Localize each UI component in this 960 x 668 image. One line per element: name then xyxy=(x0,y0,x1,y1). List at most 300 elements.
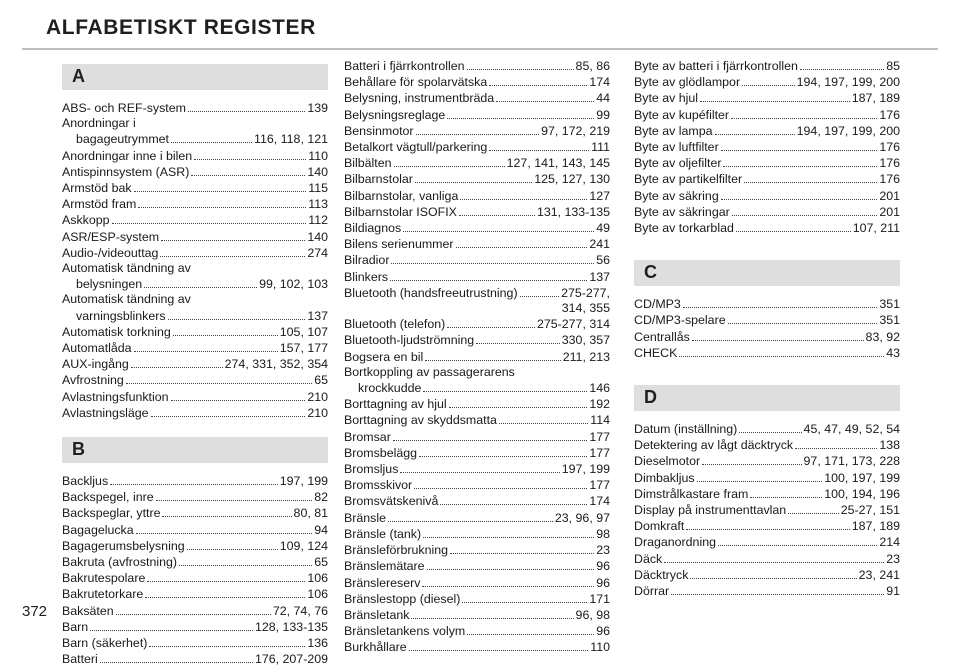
index-entry xyxy=(62,473,328,489)
index-entry xyxy=(344,285,610,301)
index-entry-pages: 96 xyxy=(596,575,610,590)
index-entry xyxy=(344,575,610,591)
index-entry xyxy=(634,551,900,567)
index-entry-term: Display på instrumenttavlan xyxy=(634,503,787,518)
index-entry-term: CHECK xyxy=(634,345,678,360)
index-entry xyxy=(62,635,328,651)
index-entry-pages: 106 xyxy=(307,587,328,602)
dot-leader xyxy=(731,107,877,119)
index-entry-term: Byte av glödlampor xyxy=(634,75,741,90)
index-entry xyxy=(62,522,328,538)
index-entry-pages: 330, 357 xyxy=(561,333,610,348)
dot-leader xyxy=(411,607,573,619)
dot-leader xyxy=(161,229,305,241)
index-entry xyxy=(62,245,328,261)
index-entry-pages: 85 xyxy=(886,59,900,73)
index-entry xyxy=(634,155,900,171)
index-entry xyxy=(62,505,328,521)
index-entry-pages: 106 xyxy=(307,571,328,586)
index-entry-term: Draganordning xyxy=(634,535,716,550)
index-entry xyxy=(62,164,328,180)
index-entry xyxy=(62,356,328,372)
index-entry-term: Bluetooth (handsfreeutrustning) xyxy=(344,285,518,300)
index-entry-pages: 140 xyxy=(307,229,328,244)
index-entry-pages: 146 xyxy=(589,381,610,396)
index-entry-pages: 125, 127, 130 xyxy=(534,172,610,187)
title-divider xyxy=(22,48,938,50)
index-entry-term: Bilbarnstolar, vanliga xyxy=(344,188,459,203)
index-entry-pages: 83, 92 xyxy=(865,329,900,344)
index-entry-pages: 174 xyxy=(589,75,610,90)
index-entry xyxy=(62,586,328,602)
index-entry-pages: 176 xyxy=(879,140,900,155)
dot-leader xyxy=(156,489,313,501)
index-entry xyxy=(344,591,610,607)
dot-leader xyxy=(409,639,589,651)
index-entry-term: Borttagning av skyddsmatta xyxy=(344,413,497,428)
dot-leader xyxy=(110,473,278,485)
index-entry-pages: 211, 213 xyxy=(562,349,610,364)
index-entry-pages: 23, 96, 97 xyxy=(554,510,610,525)
dot-leader xyxy=(391,252,594,264)
index-entry xyxy=(344,90,610,106)
index-entry-term: Bagagelucka xyxy=(62,522,134,537)
index-entry-term: Bränsle xyxy=(344,510,387,525)
index-entry-pages: 201 xyxy=(879,204,900,219)
dot-leader xyxy=(447,316,535,328)
index-entry-term: Byte av torkarblad xyxy=(634,221,734,236)
index-entry-term: Bränslemätare xyxy=(344,559,425,574)
dot-leader xyxy=(718,534,877,546)
index-entry xyxy=(62,100,328,116)
index-entry-term: Belysning, instrumentbräda xyxy=(344,91,495,106)
index-entry xyxy=(344,252,610,268)
index-entry-pages: 96, 98 xyxy=(575,607,610,622)
index-entry-term: Avlastningsläge xyxy=(62,405,149,420)
index-entry xyxy=(344,171,610,187)
letter-heading-b: B xyxy=(62,437,328,463)
index-entry-pages: 137 xyxy=(589,269,610,284)
dot-leader xyxy=(800,58,884,70)
index-entry xyxy=(344,236,610,252)
letter-heading-a: A xyxy=(62,64,328,90)
index-entry-term: Bilbarnstolar xyxy=(344,172,413,187)
dot-leader xyxy=(116,603,271,615)
letter-heading-d: D xyxy=(634,385,900,411)
index-entry-term: Bromsbelägg xyxy=(344,445,418,460)
dot-leader xyxy=(467,58,574,70)
index-entry-term: CD/MP3-spelare xyxy=(634,313,726,328)
index-entry xyxy=(344,412,610,428)
index-entry xyxy=(62,308,328,324)
dot-leader xyxy=(496,90,594,102)
index-entry-term: Armstöd fram xyxy=(62,197,137,212)
index-entry-term: Dörrar xyxy=(634,584,670,599)
index-entry xyxy=(344,332,610,348)
index-entry-term: Bildiagnos xyxy=(344,221,402,236)
index-entry xyxy=(344,526,610,542)
index-entry-term: belysningen xyxy=(76,277,143,292)
index-entry-term: Byte av oljefilter xyxy=(634,156,722,171)
dot-leader xyxy=(460,188,587,200)
index-entry xyxy=(62,131,328,147)
index-entry-pages: 192 xyxy=(589,397,610,412)
index-entry xyxy=(344,461,610,477)
index-entry xyxy=(344,493,610,509)
index-entry xyxy=(634,220,900,236)
dot-leader xyxy=(390,269,587,281)
dot-leader xyxy=(134,180,307,192)
dot-leader xyxy=(447,107,594,119)
dot-leader xyxy=(750,486,822,498)
index-entry xyxy=(62,324,328,340)
entries-b xyxy=(62,473,328,667)
index-entry-pages: 157, 177 xyxy=(279,341,328,356)
dot-leader xyxy=(191,164,305,176)
index-entry xyxy=(634,421,900,437)
dot-leader xyxy=(131,356,223,368)
index-entry xyxy=(344,269,610,285)
index-entry-pages: 127, 141, 143, 145 xyxy=(506,156,610,171)
index-entry xyxy=(344,220,610,236)
index-entry xyxy=(62,389,328,405)
dot-leader xyxy=(700,90,850,102)
dot-leader xyxy=(400,461,559,473)
index-entry xyxy=(344,639,610,655)
index-entry-term: Avlastningsfunktion xyxy=(62,389,169,404)
dot-leader xyxy=(144,276,257,288)
index-entry xyxy=(634,58,900,74)
index-entry-term: Bränsletankens volym xyxy=(344,624,466,639)
page-number: 372 xyxy=(22,603,48,620)
index-entry xyxy=(344,58,610,74)
index-entry-term: Batteri i fjärrkontrollen xyxy=(344,59,465,73)
dot-leader xyxy=(171,389,306,401)
dot-leader xyxy=(723,155,877,167)
index-entry-term: Bluetooth (telefon) xyxy=(344,317,446,332)
index-entry-pages: 96 xyxy=(596,624,610,639)
index-entry-term: Bromsar xyxy=(344,429,391,444)
index-entry-pages: 85, 86 xyxy=(575,59,610,73)
index-entry xyxy=(634,453,900,469)
index-entry-pages: 97, 172, 219 xyxy=(541,123,610,138)
index-entry-pages: 210 xyxy=(307,389,328,404)
index-entry-pages: 99 xyxy=(596,107,610,122)
dot-leader xyxy=(742,74,795,86)
index-entry-pages: 176 xyxy=(879,107,900,122)
index-entry-term: Detektering av lågt däcktryck xyxy=(634,438,794,453)
dot-leader xyxy=(423,526,594,538)
dot-leader xyxy=(416,123,540,135)
dot-leader xyxy=(422,575,594,587)
index-entry-pages: 105, 107 xyxy=(279,324,328,339)
index-entry-pages: 43 xyxy=(886,345,900,360)
index-entry-pages: 49 xyxy=(596,221,610,236)
dot-leader xyxy=(394,155,505,167)
dot-leader xyxy=(425,349,560,361)
index-entry-term: Datum (inställning) xyxy=(634,422,738,437)
index-entry-pages: 274, 331, 352, 354 xyxy=(224,357,328,372)
index-entry-term: Bagagerumsbelysning xyxy=(62,538,185,553)
index-entry-term: Backspegel, inre xyxy=(62,490,154,505)
dot-leader xyxy=(702,453,801,465)
index-entry xyxy=(634,171,900,187)
entries-b-byte xyxy=(634,58,900,236)
index-entry-term: Bilradior xyxy=(344,253,390,268)
index-entry-pages: 23 xyxy=(886,551,900,566)
dot-leader xyxy=(440,493,587,505)
index-entry xyxy=(344,123,610,139)
index-entry-term: Bilbarnstolar ISOFIX xyxy=(344,204,457,219)
index-entry-pages: 275-277, 314 xyxy=(536,317,610,332)
index-entry xyxy=(62,619,328,635)
index-entry-pages: 187, 189 xyxy=(851,91,900,106)
index-entry xyxy=(62,212,328,228)
index-entry xyxy=(62,570,328,586)
index-entry xyxy=(634,534,900,550)
index-entry xyxy=(344,607,610,623)
index-entry-term: Bogsera en bil xyxy=(344,349,424,364)
index-entry-pages: 100, 197, 199 xyxy=(824,470,900,485)
index-entry-pages: 23, 241 xyxy=(858,567,900,582)
dot-leader xyxy=(90,619,253,631)
index-entry-term: Dimstrålkastare fram xyxy=(634,486,749,501)
index-entry-heading: Automatisk tändning av xyxy=(62,292,191,307)
index-entry-pages: 136 xyxy=(307,636,328,651)
index-entry xyxy=(634,583,900,599)
index-entry-pages: 25-27, 151 xyxy=(840,503,900,518)
index-entry-term: bagageutrymmet xyxy=(76,132,169,147)
index-entry-pages: 140 xyxy=(307,164,328,179)
index-entry-pages: 139 xyxy=(307,101,328,115)
index-entry-term: Barn (säkerhet) xyxy=(62,636,148,651)
index-entry xyxy=(634,123,900,139)
index-entry-pages: 44 xyxy=(596,91,610,106)
index-entry xyxy=(634,74,900,90)
index-entry-term: Automatisk torkning xyxy=(62,324,171,339)
index-entry xyxy=(344,74,610,90)
dot-leader xyxy=(489,139,589,151)
index-entry-term: CD/MP3 xyxy=(634,297,681,312)
index-entry-pages: 65 xyxy=(314,555,328,570)
index-entry xyxy=(62,554,328,570)
index-entry-pages: 177 xyxy=(589,445,610,460)
index-entry-term: Bensinmotor xyxy=(344,123,414,138)
dot-leader xyxy=(415,171,532,183)
index-entry-term: Barn xyxy=(62,619,89,634)
index-entry-pages: 56 xyxy=(596,253,610,268)
dot-leader xyxy=(138,196,306,208)
index-entry xyxy=(634,518,900,534)
index-entry-term: Byte av partikelfilter xyxy=(634,172,743,187)
index-entry-term: Bromsljus xyxy=(344,462,399,477)
index-entry-pages: 45, 47, 49, 52, 54 xyxy=(803,422,900,437)
index-entry xyxy=(62,276,328,292)
index-entry xyxy=(634,486,900,502)
index-entry-term: Bromsskivor xyxy=(344,478,413,493)
index-entry-term: Audio-/videouttag xyxy=(62,245,159,260)
dot-leader xyxy=(664,551,884,563)
index-entry-pages: 111 xyxy=(591,140,610,155)
dot-leader xyxy=(520,285,560,297)
index-entry xyxy=(634,296,900,312)
index-entry-term: Byte av lampa xyxy=(634,123,713,138)
index-entry-term: Bakruta (avfrostning) xyxy=(62,555,178,570)
index-entry-pages: 194, 197, 199, 200 xyxy=(796,75,900,90)
index-entry-pages: 65 xyxy=(314,373,328,388)
index-entry-pages-continued: 314, 355 xyxy=(561,301,610,316)
dot-leader xyxy=(690,567,856,579)
dot-leader xyxy=(149,635,305,647)
dot-leader xyxy=(721,139,878,151)
index-column-2 xyxy=(344,58,610,656)
index-entry-pages: 99, 102, 103 xyxy=(259,277,328,292)
index-entry-pages: 110 xyxy=(590,640,610,655)
dot-leader xyxy=(414,477,587,489)
index-column-1 xyxy=(62,58,328,668)
dot-leader xyxy=(423,380,587,392)
index-entry-term: Blinkers xyxy=(344,269,389,284)
index-entry-pages: 275-277, xyxy=(561,285,610,300)
index-entry-term: Behållare för spolarvätska xyxy=(344,75,488,90)
index-entry-term: Bilbälten xyxy=(344,156,392,171)
index-entry xyxy=(62,148,328,164)
dot-leader xyxy=(188,100,305,112)
index-column-3 xyxy=(634,58,900,599)
dot-leader xyxy=(162,505,291,517)
index-entry xyxy=(634,139,900,155)
dot-leader xyxy=(147,570,305,582)
index-entry-term: Bränsle (tank) xyxy=(344,526,422,541)
index-entry xyxy=(634,470,900,486)
index-entry xyxy=(634,188,900,204)
index-entry-term: Bränslereserv xyxy=(344,575,421,590)
index-entry-pages: 138 xyxy=(879,438,900,453)
index-entry-heading: Bortkoppling av passagerarens xyxy=(344,364,515,379)
index-entry-pages: 116, 118, 121 xyxy=(254,132,328,147)
index-entry-term: Byte av säkringar xyxy=(634,204,730,219)
index-entry-term: Domkraft xyxy=(634,519,685,534)
index-entry-pages: 210 xyxy=(307,405,328,420)
index-entry xyxy=(634,567,900,583)
dot-leader xyxy=(450,542,594,554)
dot-leader xyxy=(732,204,878,216)
index-entry xyxy=(344,623,610,639)
dot-leader xyxy=(679,345,884,357)
index-entry-pages: 197, 199 xyxy=(279,474,328,489)
index-entry-term: Bränslestopp (diesel) xyxy=(344,591,461,606)
index-entry-pages: 91 xyxy=(886,584,900,599)
index-entry xyxy=(344,107,610,123)
index-entry-term: Batteri xyxy=(62,652,98,667)
dot-leader xyxy=(388,510,553,522)
index-entry-pages: 176 xyxy=(879,156,900,171)
index-entry-heading: Anordningar i xyxy=(62,116,136,131)
index-entry-term: Armstöd bak xyxy=(62,181,132,196)
dot-leader xyxy=(403,220,594,232)
index-entry-term: Byte av hjul xyxy=(634,91,699,106)
dot-leader xyxy=(795,437,877,449)
index-entry-pages: 98 xyxy=(596,526,610,541)
index-entry xyxy=(344,188,610,204)
entries-b-continued xyxy=(344,58,610,656)
dot-leader xyxy=(721,188,878,200)
index-entry-term: Däck xyxy=(634,551,663,566)
dot-leader xyxy=(788,502,839,514)
index-entry-term: Askkopp xyxy=(62,213,110,228)
index-entry-term: Baksäten xyxy=(62,603,114,618)
dot-leader xyxy=(456,236,588,248)
index-entry xyxy=(634,437,900,453)
index-entry-pages: 110 xyxy=(308,148,328,163)
index-entry xyxy=(634,312,900,328)
index-entry xyxy=(344,396,610,412)
index-entry xyxy=(634,329,900,345)
index-entry xyxy=(344,139,610,155)
index-entry-pages: 187, 189 xyxy=(851,519,900,534)
index-entry-term: Betalkort vägtull/parkering xyxy=(344,140,488,155)
dot-leader xyxy=(126,372,312,384)
index-entry-term: ABS- och REF-system xyxy=(62,101,186,115)
index-entry-pages: 176 xyxy=(879,172,900,187)
index-entry-pages: 128, 133-135 xyxy=(254,619,328,634)
letter-heading-c: C xyxy=(634,260,900,286)
index-entry-term: Byte av säkring xyxy=(634,188,719,203)
index-entry xyxy=(344,558,610,574)
index-entry-pages: 100, 194, 196 xyxy=(824,486,900,501)
index-entry-pages: 174 xyxy=(589,494,610,509)
index-entry-term: Dimbakljus xyxy=(634,470,695,485)
index-entry-pages: 176, 207-209 xyxy=(254,652,328,667)
index-entry-pages: 113 xyxy=(308,197,328,212)
index-entry xyxy=(62,196,328,212)
index-entry xyxy=(62,180,328,196)
index-entry-pages: 177 xyxy=(589,429,610,444)
dot-leader xyxy=(173,324,278,336)
dot-leader xyxy=(187,538,278,550)
index-entry-pages: 112 xyxy=(308,213,328,228)
index-entry-term: krockkudde xyxy=(358,381,422,396)
index-entry-term: Anordningar inne i bilen xyxy=(62,148,193,163)
dot-leader xyxy=(728,312,878,324)
index-entry xyxy=(634,345,900,361)
index-entry-pages: 107, 211 xyxy=(852,221,900,236)
index-entry-pages: 72, 74, 76 xyxy=(272,603,328,618)
index-entry-term: Bromsvätskenivå xyxy=(344,494,439,509)
entries-a xyxy=(62,100,328,421)
index-entry-heading: Automatisk tändning av xyxy=(62,261,191,276)
dot-leader xyxy=(697,470,823,482)
dot-leader xyxy=(744,171,877,183)
dot-leader xyxy=(467,623,594,635)
index-entry-pages: 201 xyxy=(879,188,900,203)
index-entry-term: Byte av luftfilter xyxy=(634,140,719,155)
index-entry-pages: 197, 199 xyxy=(561,462,610,477)
index-entry xyxy=(62,603,328,619)
index-entry-term: Bluetooth-ljudströmning xyxy=(344,333,475,348)
index-entry xyxy=(62,372,328,388)
index-entry xyxy=(344,349,610,365)
index-entry-term: Bränsletank xyxy=(344,607,410,622)
index-entry xyxy=(634,90,900,106)
dot-leader xyxy=(171,131,252,143)
page-title: ALFABETISKT REGISTER xyxy=(46,16,316,39)
index-entry-term: Bilens serienummer xyxy=(344,237,454,252)
index-entry-term: Backspeglar, yttre xyxy=(62,506,161,521)
index-entry-pages: 241 xyxy=(589,237,610,252)
dot-leader xyxy=(419,445,587,457)
dot-leader xyxy=(134,340,278,352)
